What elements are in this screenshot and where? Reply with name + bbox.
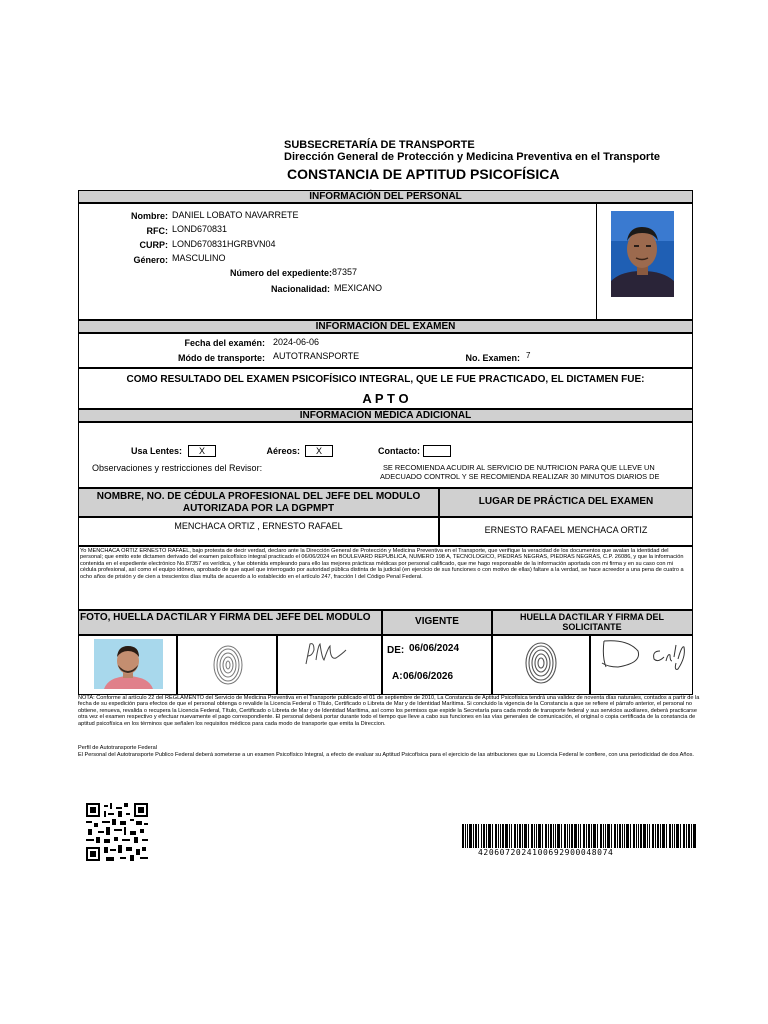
- nombre-value: DANIEL LOBATO NAVARRETE: [172, 210, 299, 220]
- jefe-fingerprint-icon: [212, 644, 244, 686]
- nota-text: NOTA: Conforme al artículo 22 del REGLAMENTO del Servicio de Medicina Preventiva en el Transporte publicado el 01 de septiembre de 2010, La Constancia de Aptitud Psicofísica tendrá una validez de noventa días naturales, contados a partir de la fecha de su expedición para efectos de que el personal obtenga o revalide la Licencia Federal o Título, Certificado o Libreta de Mar y de Identidad Marítima. Si concluido la vigencia de la Constancia a que se refiere el párrafo anterior, el personal no obtiene, renueva, revalida o recupera la Licencia Federal, Título, Certificado o Libreta de Mar y de Identidad Marítima, así como los permisos que expide la Secretaría para cada modo de transporte federal y sus servicios auxiliares, deberá practicarse otra vez el examen respectivo y efectuar nuevamente el pago correspondiente. El personal deberá portar durante todo el tiempo que lleve a cabo sus funciones en las vías generales de comunicación, el original o copia certificada de la constancia de aptitud psicofísica en los términos que señalen los requisitos médicos para cada modo de transporte que emita la Direccion.: [78, 695, 700, 727]
- foto-header: FOTO, HUELLA DACTILAR Y FIRMA DEL JEFE DEL MODULO: [80, 612, 371, 623]
- section-medica: INFORMACIÓN MÉDICA ADICIONAL: [78, 409, 693, 422]
- rfc-label: RFC:: [146, 226, 168, 236]
- huella-header: HUELLA DACTILAR Y FIRMA DEL SOLICITANTE: [520, 612, 664, 632]
- nacionalidad-value: MEXICANO: [334, 283, 383, 293]
- genero-label: Género:: [133, 255, 168, 265]
- lentes-label: Usa Lentes:: [130, 446, 182, 456]
- perfil-text: El Personal del Autotransporte Publico Federal deberá someterse a un examen Psicofísico Integral, a efecto de evaluar su Aptitud Psicofísica para el ejercicio de las atribuciones que su Licencia Federal le confiere, con una periodicidad de dos Años.: [78, 752, 694, 758]
- contacto-label: Contacto:: [378, 446, 420, 456]
- resultado-text: COMO RESULTADO DEL EXAMEN PSICOFÍSICO INTEGRAL, QUE LE FUE PRACTICADO, EL DICTAMEN FUE:: [126, 374, 645, 385]
- no-examen-value: 7: [526, 351, 531, 360]
- curp-label: CURP:: [139, 240, 168, 250]
- barcode-number: 4206072024100692900048074: [478, 848, 614, 857]
- curp-value: LOND670831HGRBVN04: [172, 239, 276, 249]
- fecha-value: 2024-06-06: [273, 337, 320, 347]
- aereos-check: X: [305, 445, 333, 457]
- aereos-label: Aéreos:: [266, 446, 300, 456]
- a-value: 06/06/2026: [403, 671, 454, 682]
- jefe-photo: [94, 639, 163, 689]
- rfc-value: LOND670831: [172, 224, 228, 234]
- lugar-header: LUGAR DE PRÁCTICA DEL EXAMEN: [478, 496, 654, 507]
- contacto-check: [423, 445, 451, 457]
- obs-line2: ADECUADO CONTROL Y SE RECOMIENDA REALIZAR 30 MINUTOS DIARIOS DE: [380, 472, 660, 481]
- no-examen-label: No. Examen:: [465, 353, 520, 363]
- solicitante-signature-icon: [598, 637, 690, 671]
- modo-value: AUTOTRANSPORTE: [273, 351, 360, 361]
- dictamen-value: A P T O: [362, 391, 409, 406]
- de-value: 06/06/2024: [409, 643, 460, 654]
- genero-value: MASCULINO: [172, 253, 226, 263]
- nacionalidad-label: Nacionalidad:: [270, 284, 330, 294]
- barcode-icon: [462, 824, 696, 848]
- applicant-photo: [611, 211, 674, 297]
- obs-line1: SE RECOMIENDA ACUDIR AL SERVICIO DE NUTRICION PARA QUE LLEVE UN: [383, 463, 655, 472]
- modo-label: Módo de transporte:: [178, 353, 265, 363]
- expediente-value: 87357: [332, 267, 358, 277]
- expediente-label: Número del expediente:: [229, 268, 332, 278]
- a-label: A:: [392, 671, 403, 682]
- section-personal: INFORMACIÓN DEL PERSONAL: [78, 190, 693, 203]
- jefe-header: NOMBRE, NO. DE CÉDULA PROFESIONAL DEL JEFE DEL MODULO AUTORIZADA POR LA DGPMPT: [96, 491, 421, 514]
- perfil-title: Perfil de Autotransporte Federal: [78, 745, 157, 751]
- header-line2: Dirección General de Protección y Medicina Preventiva en el Transporte: [284, 151, 660, 163]
- jefe-nombre: MENCHACA ORTIZ , ERNESTO RAFAEL: [174, 521, 343, 531]
- nombre-label: Nombre:: [130, 211, 168, 221]
- solicitante-fingerprint-icon: [524, 641, 558, 685]
- header-line1: SUBSECRETARÍA DE TRANSPORTE: [284, 139, 475, 151]
- qr-code-icon: [86, 803, 148, 861]
- obs-label: Observaciones y restricciones del Revisor:: [92, 463, 263, 473]
- de-label: DE:: [387, 645, 405, 656]
- lugar-value: ERNESTO RAFAEL MENCHACA ORTIZ: [484, 525, 648, 535]
- vigente-header: VIGENTE: [415, 616, 459, 627]
- fecha-label: Fecha del examén:: [184, 338, 265, 348]
- section-examen: INFORMACIÓN DEL EXAMEN: [78, 320, 693, 333]
- declaracion-text: Yo MENCHACA ORTIZ ERNESTO RAFAEL, bajo protesta de decir verdad, declaro ante la Dirección General de Protección y Medicina Preventiva en el Transporte, que verifique la veracidad de los documentos que avalan la identidad del personal; que emito este dictamen derivado del examen psicofísico integral practicado el 06/06/2024 en BOULEVARD REPUBLICA, NUMERO 198 A, TECNOLOGICO, PIEDRAS NEGRAS, PIEDRAS NEGRAS, C.P. 26086, y que la información contenida en el expediente electrónico No.87357 es verídica, y fue obtenida empleando para ello las mejores prácticas médicas por personal calificado, que me hago responsable de la información aportada con mi firma y en su caso con mi cédula profesional, así como el equipo idóneo, aprobado de que aquel que interrogado por autoridad pública distinta de la judicial (en ejercicio de sus funciones o con motivo de ellas) faltare a la verdad, se hace acreedor a una pena de cuatro a ocho años de prisión y de cien a trescientos días multa de acuerdo a lo establecido en el artículo 247, fracción I del Código Penal Federal.: [80, 548, 684, 580]
- lentes-check: X: [188, 445, 216, 457]
- jefe-signature-icon: [300, 640, 350, 668]
- document-title: CONSTANCIA DE APTITUD PSICOFÍSICA: [287, 166, 560, 182]
